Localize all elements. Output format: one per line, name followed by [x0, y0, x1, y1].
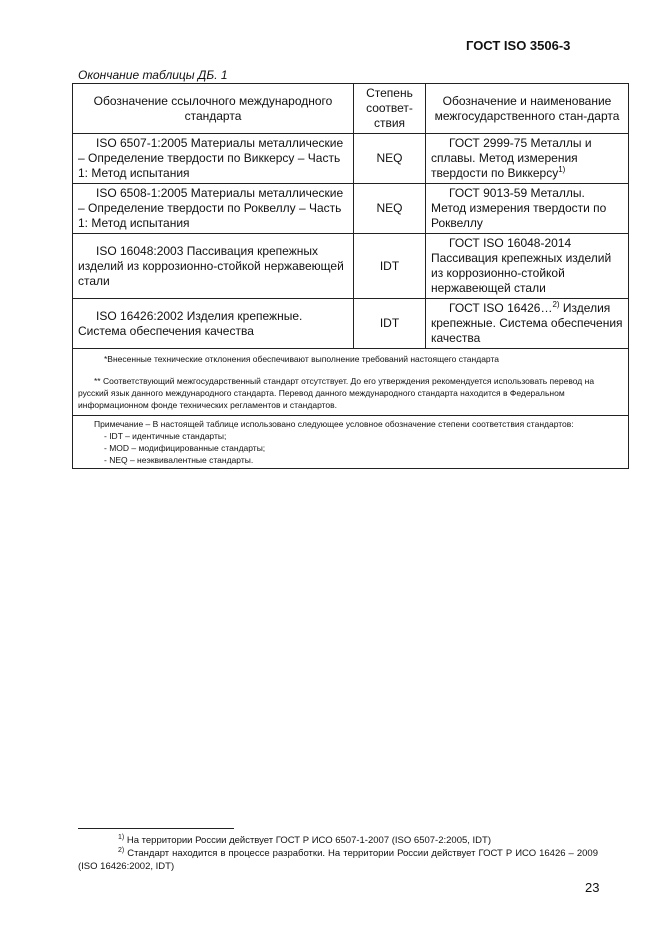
interstate-standard-cell [426, 134, 629, 184]
reference-standard-cell: ISO 16048:2003 Пассивация крепежных изделий из коррозионно-стойкой нержавеющей стали [73, 234, 354, 299]
column-header-reference: Обозначение ссылочного международного стандарта [73, 84, 354, 134]
reference-standard-cell: ISO 16426:2002 Изделия крепежные. Система обеспечения качества [73, 299, 354, 349]
interstate-standard-cell [426, 299, 629, 349]
footnote-text: На территории России действует ГОСТ Р ИСО 6507-1-2007 (ISO 6507-2:2005, IDT) [124, 835, 492, 846]
legend-item: - NEQ – неэквивалентные стандарты. [104, 455, 254, 465]
reference-standard-cell: ISO 6508-1:2005 Материалы металлические – Определение твердости по Роквеллу – Часть 1: Метод испытания [73, 184, 354, 234]
table-row [73, 134, 629, 184]
reference-standard-cell: ISO 6507-1:2005 Материалы металлические – Определение твердости по Виккерсу – Часть 1: Метод испытания [73, 134, 354, 184]
column-header-interstate: Обозначение и наименование межгосударственного стан-дарта [426, 84, 629, 134]
footnote-mark: 2) [118, 846, 125, 854]
interstate-standard-text: ГОСТ ISO 16426… [449, 301, 553, 315]
footnote-separator [78, 828, 234, 829]
degree-cell: NEQ [354, 134, 426, 184]
legend-intro: Примечание – В настоящей таблице использовано следующее условное обозначение степени соответствия стандартов: [94, 419, 574, 429]
footnote-marker: 1) [558, 165, 566, 174]
note-deviations: *Внесенные технические отклонения обеспечивают выполнение требований настоящего стандарта [104, 354, 499, 364]
note-missing-standard: ** Соответствующий межгосударственный стандарт отсутствует. До его утверждения рекомендуется использовать перевод на русский язык данного международного стандарта. Перевод данного международного стандарта находится в Федеральном информационном фонде технических регламентов и стандартов. [78, 376, 595, 410]
document-header: ГОСТ ISO 3506-3 [466, 38, 571, 53]
interstate-standard-cell: ГОСТ ISO 16048-2014 Пассивация крепежных изделий из коррозионно-стойкой нержавеющей стали [426, 234, 629, 299]
page-number: 23 [585, 880, 600, 895]
table-legend-row [73, 416, 629, 469]
column-header-degree: Степень соответ-ствия [354, 84, 426, 134]
footnote-mark: 1) [118, 833, 125, 841]
table-header-row [73, 84, 629, 134]
table-row [73, 299, 629, 349]
interstate-standard-text: ГОСТ 2999-75 Металлы и сплавы. Метод измерения твердости по Виккерсу [431, 136, 592, 180]
degree-cell: NEQ [354, 184, 426, 234]
footnote-marker: 2) [552, 300, 560, 309]
interstate-standard-text-continued: Изделия крепежные. Система обеспечения качества [431, 301, 623, 345]
footnote-text: Стандарт находится в процессе разработки. На территории России действует ГОСТ Р ИСО 16426 – 2009 (ISO 16426:2002, IDT) [78, 848, 598, 872]
table-notes-cell [73, 349, 629, 416]
footnote-1 [118, 834, 491, 847]
standards-table [72, 83, 629, 469]
degree-cell: IDT [354, 299, 426, 349]
interstate-standard-cell: ГОСТ 9013-59 Металлы. Метод измерения твердости по Роквеллу [426, 184, 629, 234]
table-legend-cell [73, 416, 629, 469]
degree-cell: IDT [354, 234, 426, 299]
table-row [73, 184, 629, 234]
table-caption: Окончание таблицы ДБ. 1 [78, 68, 228, 82]
footnote-2 [78, 847, 598, 873]
table-notes-row [73, 349, 629, 416]
table-row [73, 234, 629, 299]
legend-item: - IDT – идентичные стандарты; [104, 431, 227, 441]
legend-item: - MOD – модифицированные стандарты; [104, 443, 266, 453]
